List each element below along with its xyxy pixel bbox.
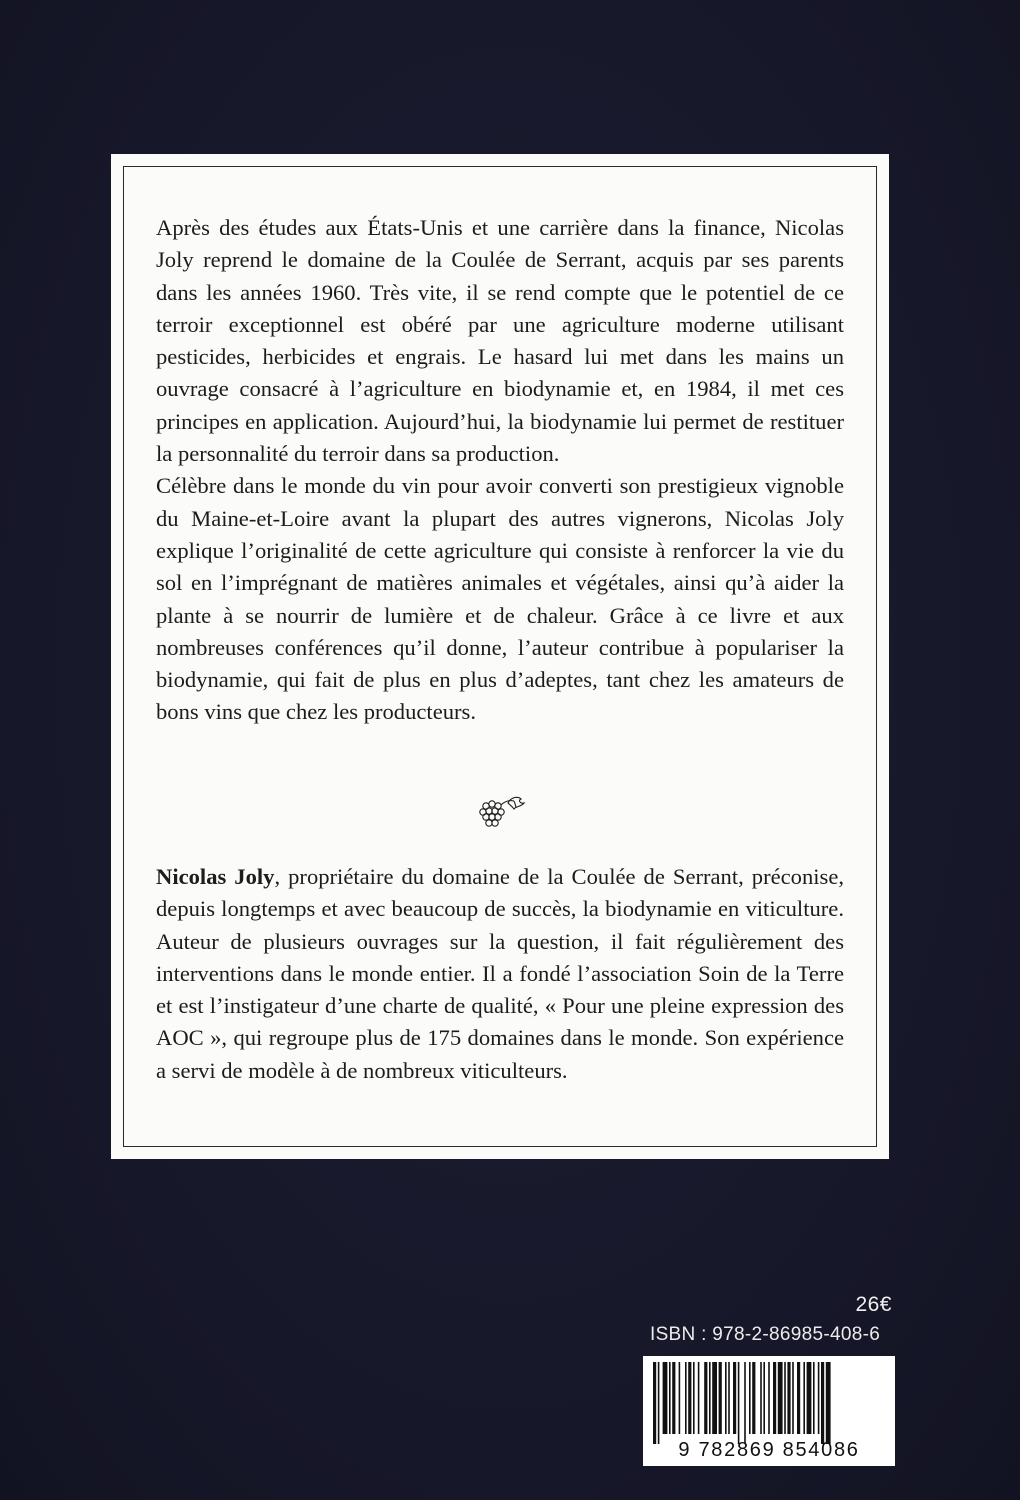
barcode-bar	[778, 1362, 783, 1434]
barcode-bar	[719, 1362, 722, 1434]
synopsis-paragraph-2: Célèbre dans le monde du vin pour avoir converti son prestigieux vignoble du Maine-et-Loire avant la plupart des autres vignerons, Nicolas Joly explique l’originalité de cette agriculture qui consiste à renforcer la vie du sol en l’imprégnant de matières animales et végétales, ainsi qu’à aider la plante à se nourrir de lumière et de chaleur. Grâce à ce livre et aux nombreuses conférences qu’il donne, l’auteur contribue à populariser la biodynamie, qui fait de plus en plus d’adeptes, tant chez les amateurs de bons vins que chez les producteurs.	[156, 473, 844, 725]
synopsis-paragraph-1: Après des études aux États-Unis et une carrière dans la finance, Nicolas Joly reprend le domaine de la Coulée de Serrant, acquis par ses parents dans les années 1960. Très vite, il se rend compte que le potentiel de ce terroir exceptionnel est obéré par une agriculture moderne utilisant pesticides, herbicides et engrais. Le hasard lui met dans les mains un ouvrage consacré à l’agriculture en biodynamie et, en 1984, il met ces principes en application. Aujourd’hui, la biodynamie lui permet de restituer la personnalité du terroir dans sa production.	[156, 215, 844, 467]
synopsis	[156, 212, 844, 729]
barcode-bar	[679, 1362, 681, 1434]
barcode-bar	[792, 1362, 794, 1434]
blurb-panel	[111, 154, 889, 1159]
author-bio	[156, 861, 844, 1087]
author-bio-paragraph	[156, 861, 844, 1087]
barcode-bar	[803, 1362, 805, 1434]
barcode-bar	[653, 1362, 656, 1444]
barcode	[643, 1356, 895, 1466]
barcode-bar	[763, 1362, 765, 1434]
barcode-bar	[712, 1362, 717, 1434]
price: 26€	[855, 1293, 892, 1316]
barcode-bar	[672, 1362, 675, 1434]
barcode-bar	[773, 1362, 776, 1434]
barcode-bar	[663, 1362, 668, 1434]
barcode-bar	[818, 1362, 820, 1434]
barcode-bar	[688, 1362, 691, 1434]
barcode-bar	[821, 1362, 824, 1444]
barcode-digits: 9 782869 854086	[678, 1439, 860, 1461]
barcode-bar	[752, 1362, 755, 1434]
grape-bunch-icon	[474, 795, 528, 829]
barcode-bar	[749, 1362, 751, 1434]
barcode-bar	[693, 1362, 695, 1434]
barcode-bar	[760, 1362, 762, 1434]
barcode-bar	[768, 1362, 770, 1434]
barcode-bar	[698, 1362, 700, 1434]
barcode-bar	[826, 1362, 831, 1444]
barcode-bar	[704, 1362, 707, 1434]
barcode-bar	[685, 1362, 687, 1434]
barcode-bar	[658, 1362, 660, 1444]
barcode-bar	[738, 1362, 740, 1444]
barcode-bar	[813, 1362, 815, 1434]
barcode-bar	[807, 1362, 812, 1434]
barcode-bar	[725, 1362, 727, 1434]
barcode-bar	[733, 1362, 736, 1434]
isbn: ISBN : 978-2-86985-408-6	[650, 1324, 881, 1345]
barcode-bar	[784, 1362, 786, 1434]
barcode-bar	[744, 1362, 746, 1444]
barcode-bar	[797, 1362, 800, 1434]
author-bio-text: , propriétaire du domaine de la Coulée de Serrant, préconise, depuis longtemps et avec beaucoup de succès, la biodynamie en viticulture. Auteur de plusieurs ouvrages sur la question, il fait régulièrement des interventions dans le monde entier. Il a fondé l’association Soin de la Terre et est l’instigateur d’une charte de qualité, « Pour une pleine expression des AOC », qui regroupe plus de 175 domaines dans le monde. Son expérience a servi de modèle à de nombreux viticulteurs.	[156, 864, 844, 1083]
barcode-bar	[669, 1362, 671, 1434]
barcode-bar	[709, 1362, 711, 1434]
barcode-bar	[787, 1362, 790, 1434]
author-name: Nicolas Joly	[156, 864, 275, 889]
barcode-bar	[728, 1362, 730, 1434]
